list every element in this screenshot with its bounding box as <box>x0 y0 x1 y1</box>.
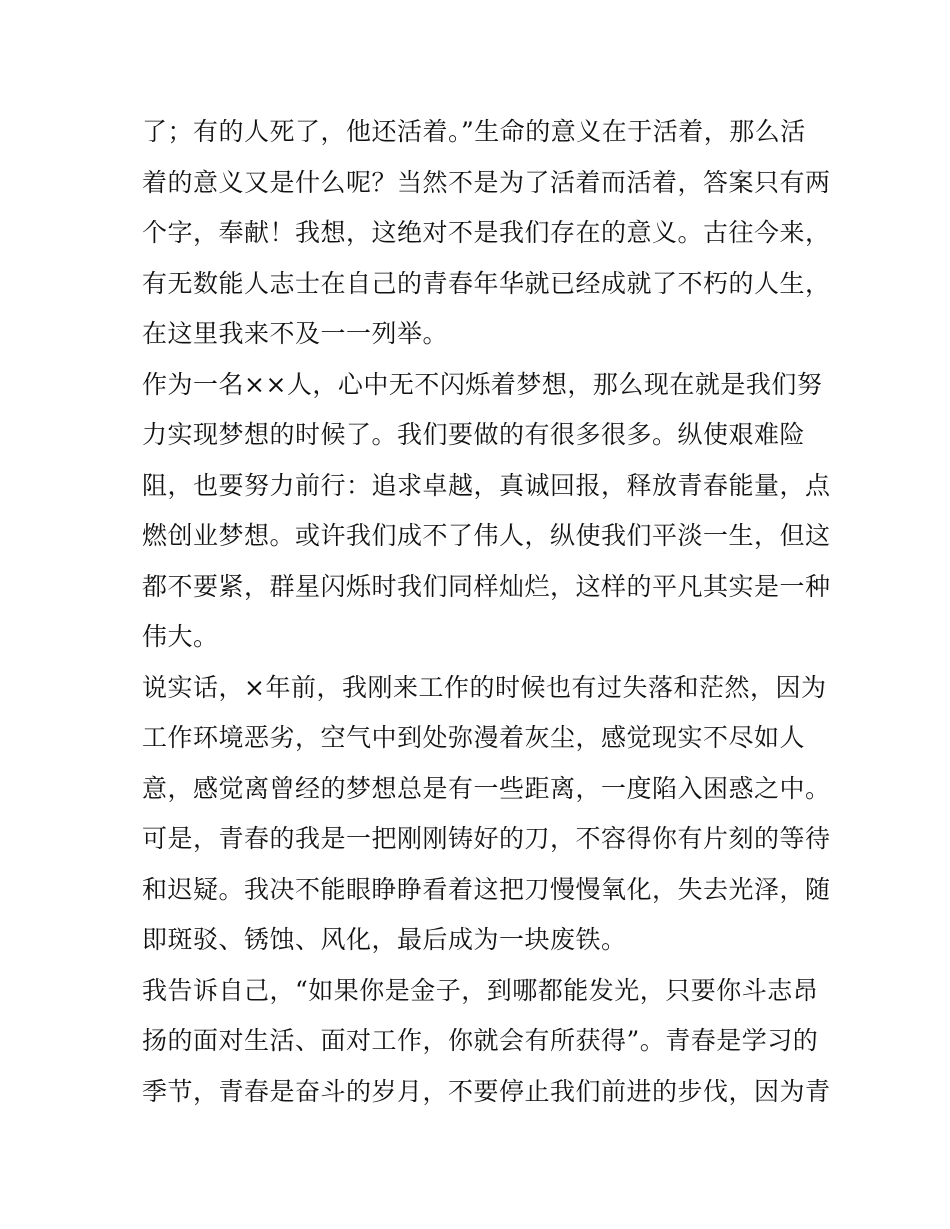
text-line: 有无数能人志士在自己的青春年华就已经成就了不朽的人生， <box>142 268 831 298</box>
text-line: 我告诉自己，“如果你是金子，到哪都能发光，只要你斗志昂 <box>142 975 819 1005</box>
paragraph-3 <box>142 663 831 966</box>
text-line: 了；有的人死了，他还活着。”生命的意义在于活着，那么活 <box>142 117 806 146</box>
text-line: 着的意义又是什么呢？当然不是为了活着而活着，答案只有两 <box>142 167 831 197</box>
paragraph-1 <box>142 107 831 360</box>
text-line: 季节，青春是奋斗的岁月，不要停止我们前进的步伐，因为青 <box>142 1076 831 1106</box>
text-line: 和迟疑。我决不能眼睁睁看着这把刀慢慢氧化，失去光泽，随 <box>142 874 831 904</box>
text-line: 阻，也要努力前行：追求卓越，真诚回报，释放青春能量，点 <box>142 470 831 500</box>
text-line: 力实现梦想的时候了。我们要做的有很多很多。纵使艰难险 <box>142 420 806 449</box>
text-line: 说实话，×年前，我刚来工作的时候也有过失落和茫然，因为 <box>142 672 827 702</box>
text-line: 个字，奉献！我想，这绝对不是我们存在的意义。古往今来， <box>142 218 831 247</box>
text-line: 在这里我来不及一一列举。 <box>142 319 449 348</box>
text-line: 意，感觉离曾经的梦想总是有一些距离，一度陷入困惑之中。 <box>142 773 831 803</box>
paragraph-4 <box>142 966 831 1118</box>
text-line: 作为一名××人，心中无不闪烁着梦想，那么现在就是我们努 <box>142 369 823 399</box>
text-line: 伟大。 <box>142 622 219 651</box>
paragraph-2 <box>142 360 831 663</box>
text-line: 都不要紧，群星闪烁时我们同样灿烂，这样的平凡其实是一种 <box>142 571 831 601</box>
text-line: 扬的面对生活、面对工作，你就会有所获得”。青春是学习的 <box>142 1026 819 1055</box>
text-line: 燃创业梦想。或许我们成不了伟人，纵使我们平淡一生，但这 <box>142 521 831 550</box>
text-line: 可是，青春的我是一把刚刚铸好的刀，不容得你有片刻的等待 <box>142 824 831 853</box>
text-line: 即斑驳、锈蚀、风化，最后成为一块废铁。 <box>142 925 627 954</box>
text-line: 工作环境恶劣，空气中到处弥漫着灰尘，感觉现实不尽如人 <box>142 723 806 752</box>
document-body <box>142 107 831 1117</box>
